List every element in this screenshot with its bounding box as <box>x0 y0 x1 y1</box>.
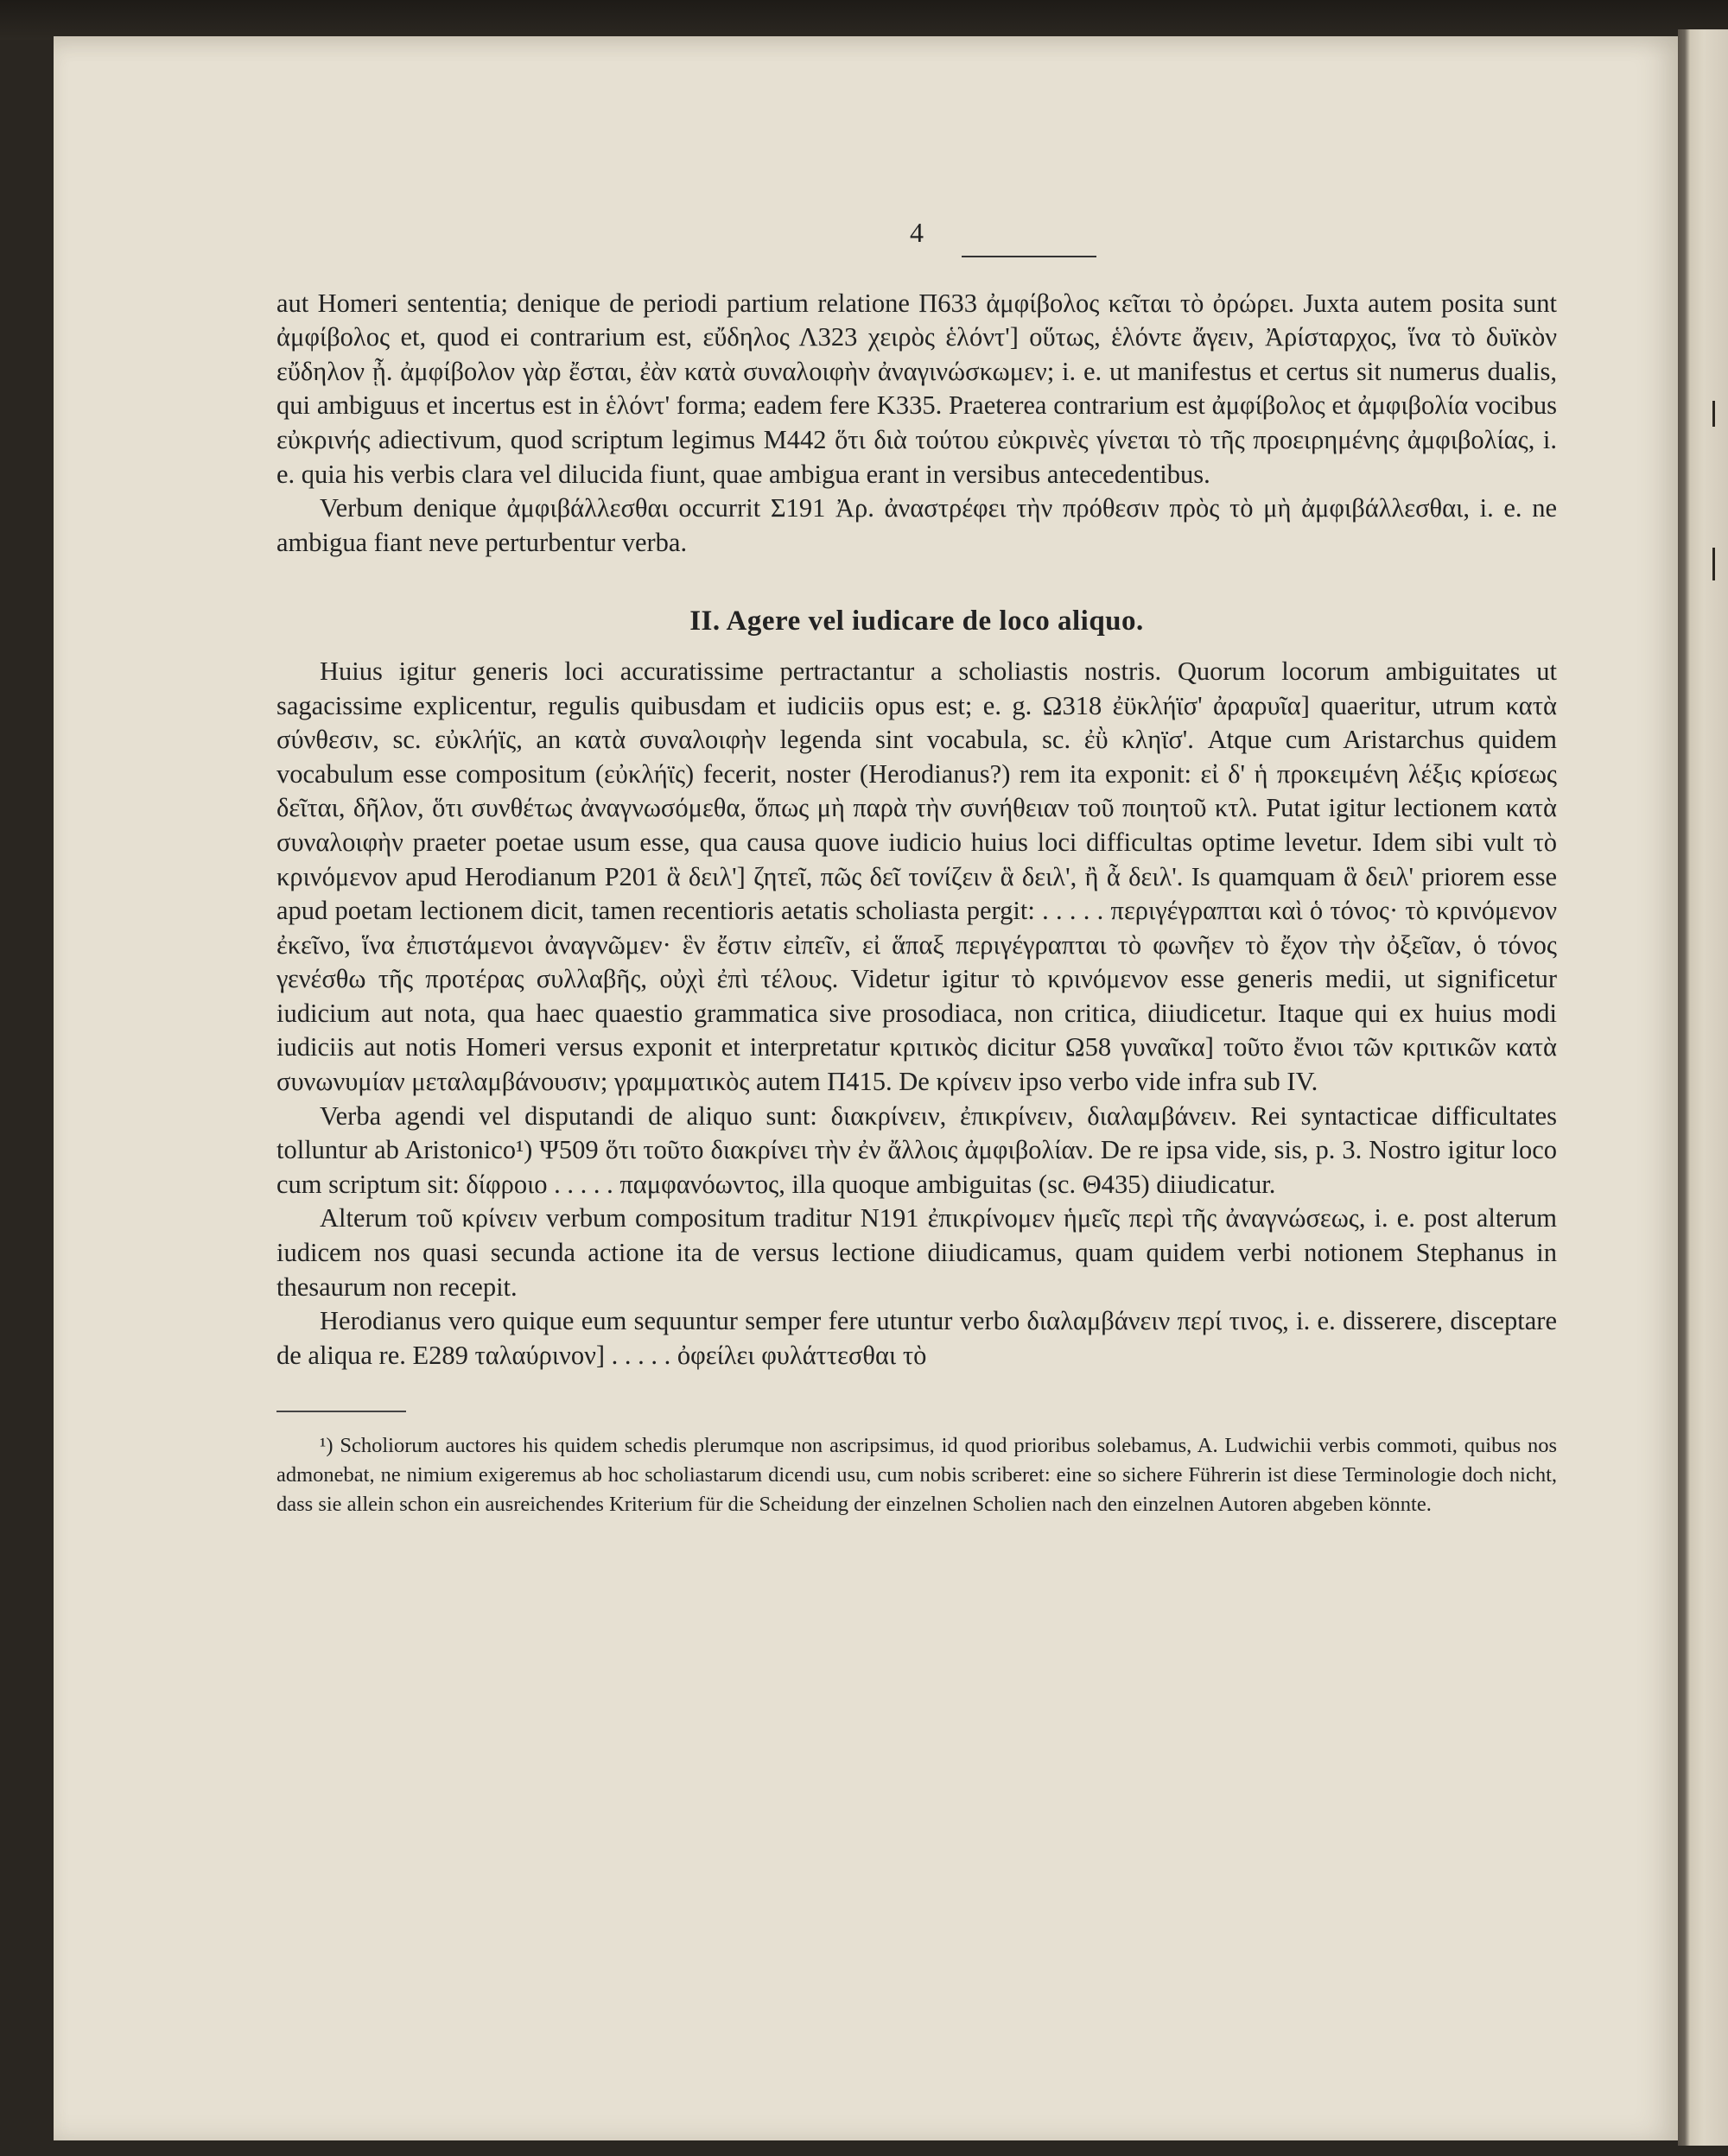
footnote-rule <box>276 1411 406 1412</box>
paragraph-5: Alterum τοῦ κρίνειν verbum compositum traditur N191 ἐπικρίνομεν ἡμεῖς περὶ τῆς ἀναγνώσεως, i. e. post alterum iudicem nos quasi secunda actione ita de versus lectione diiudicamus, quam quidem verbi notionem Stephanus in thesaurum non recepit. <box>276 1203 1557 1302</box>
footnote: ¹) Scholiorum auctores his quidem schedis plerumque non ascripsimus, id quod prioribus solebamus, A. Ludwichii verbis commoti, quibus nos admonebat, ne nimium exigeremus ab hoc scholiastarum dicendi usu, cum nobis scriberet: eine so sichere Führerin ist diese Terminologie doch nicht, dass sie allein schon ein ausreichendes Kriterium für die Scheidung der einzelnen Scholien nach den einzelnen Autoren abgeben könnte. <box>276 1434 1557 1517</box>
paragraph-6: Herodianus vero quique eum sequuntur semper fere utuntur verbo διαλαμβάνειν περί τινος, i. e. disserere, disceptare de aliqua re. E289 ταλαύρινον] . . . . . ὀφείλει φυλάττεσθαι τὸ <box>276 1306 1557 1370</box>
header-rule <box>962 256 1096 257</box>
facing-page-edge <box>1678 29 1728 2146</box>
edge-mark <box>1712 401 1715 427</box>
paragraph-4: Verba agendi vel disputandi de aliquo sunt: διακρίνειν, ἐπικρίνειν, διαλαμβάνειν. Rei syntacticae difficultates tolluntur ab Aristonico¹) Ψ509 ὅτι τοῦτο διακρίνει τὴν ἐν ἄλλοις ἀμφιβολίαν. De re ipsa vide, sis, p. 3. Nostro igitur loco cum scriptum sit: δίφροιο . . . . . παμφανόωντος, illa quoque ambiguitas (sc. Θ435) diiudicatur. <box>276 1100 1557 1199</box>
page-content <box>276 216 1557 1519</box>
paragraph-1: aut Homeri sententia; denique de periodi partium relatione Π633 ἀμφίβολος κεῖται τὸ ὀρώρει. Juxta autem posita sunt ἀμφίβολος et, quod ei contrarium est, εὔδηλος Λ323 χειρὸς ἑλόντ'] οὕτως, ἑλόντε ἄγειν, Ἀρίσταρχος, ἵνα τὸ δυϊκὸν εὔδηλον ᾖ. ἀμφίβολον γὰρ ἔσται, ἐὰν κατὰ συναλοιφὴν ἀναγινώσκωμεν; i. e. ut manifestus et certus sit numerus dualis, qui ambiguus et incertus est in ἑλόντ' forma; eadem fere K335. Praeterea contrarium est ἀμφίβολος et ἀμφιβολία vocibus εὐκρινής adiectivum, quod scriptum legimus M442 ὅτι διὰ τούτου εὐκρινὲς γίνεται τὸ τῆς προειρημένης ἀμφιβολίας, i. e. quia his verbis clara vel dilucida fiunt, quae ambigua erant in versibus antecedentibus. <box>276 288 1557 489</box>
page-number: 4 <box>910 217 924 248</box>
paragraph-3: Huius igitur generis loci accuratissime pertractantur a scholiastis nostris. Quorum locorum ambiguitates ut sagacissime explicentur, regulis quibusdam et iudiciis opus est; e. g. Ω318 ἐϋκλήϊσ' ἀραρυῖα] quaeritur, utrum κατὰ σύνθεσιν, sc. εὐκλήϊς, an κατὰ συναλοιφὴν legenda sint vocabula, sc. ἐῢ κληϊσ'. Atque cum Aristarchus quidem vocabulum esse compositum (εὐκλήϊς) fecerit, noster (Herodianus?) rem ita exponit: εἰ δ' ἡ προκειμένη λέξις κρίσεως δεῖται, δῆλον, ὅτι συνθέτως ἀναγνωσόμεθα, ὅπως μὴ παρὰ τὴν συνήθειαν τοῦ ποιητοῦ κτλ. Putat igitur lectionem κατὰ συναλοιφὴν praeter poetae usum esse, qua causa quove iudicio huius loci difficultas optime levetur. Idem sibi vult τὸ κρινόμενον apud Herodianum P201 ἃ δειλ'] ζητεῖ, πῶς δεῖ τονίζειν ἃ δειλ', ἢ ἆ δειλ'. Is quamquam ἃ δειλ' priorem esse apud poetam lectionem dicit, tamen recentioris aetatis scholiasta pergit: . . . . . περιγέγραπται καὶ ὁ τόνος· τὸ κρινόμενον ἐκεῖνο, ἵνα ἐπιστάμενοι ἀναγνῶμεν· ἓν ἔστιν εἰπεῖν, εἰ ἅπαξ περιγέγραπται τὸ φωνῆεν τὸ ἔχον τὴν ὀξεῖαν, ὁ τόνος γενέσθω τῆς προτέρας συλλαβῆς, οὐχὶ ἐπὶ τέλους. Videtur igitur τὸ κρινόμενον esse generis medii, ut significetur iudicium aut nota, qua haec quaestio grammatica sive prosodiaca, non critica, diiudicetur. Itaque qui ex huius modi iudiciis aut notis Homeri versus exponit et interpretatur κριτικὸς dicitur Ω58 γυναῖκα] τοῦτο ἔνιοι τῶν κριτικῶν κατὰ συνωνυμίαν μεταλαμβάνουσιν; γραμματικὸς autem Π415. De κρίνειν ipso verbo vide infra sub IV. <box>276 656 1557 1097</box>
book-gutter <box>0 0 1728 40</box>
section-heading: II. Agere vel iudicare de loco aliquo. <box>689 606 1144 637</box>
edge-mark <box>1712 548 1715 580</box>
paragraph-2: Verbum denique ἀμφιβάλλεσθαι occurrit Σ191 Ἀρ. ἀναστρέφει τὴν πρόθεσιν πρὸς τὸ μὴ ἀμφιβάλλεσθαι, i. e. ne ambigua fiant neve perturbentur verba. <box>276 493 1557 557</box>
